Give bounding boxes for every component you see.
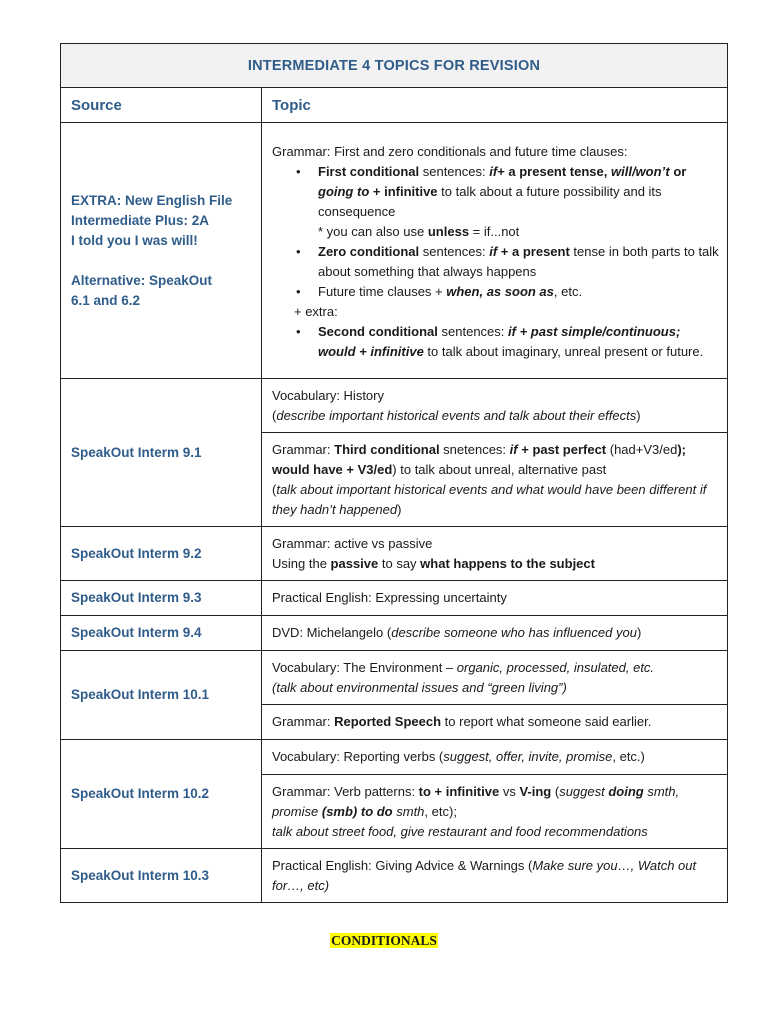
topic-cell: Vocabulary: The Environment – organic, processed, insulated, etc. (talk about environmental issues and “green living”) xyxy=(262,651,728,705)
table-row xyxy=(61,651,728,705)
table-row xyxy=(61,616,728,651)
unless-note: * you can also use unless = if...not xyxy=(318,223,520,239)
topic-cell xyxy=(262,123,728,379)
list-item: • First conditional sentences: if+ a present tense, will/won’t or going to + infinitive to talk about a future possibility and its consequence xyxy=(272,162,719,222)
table-row xyxy=(61,379,728,433)
source-cell: SpeakOut Interm 10.1 xyxy=(61,651,262,740)
topic-cell: Grammar: Reported Speech to report what someone said earlier. xyxy=(262,705,728,740)
conditionals-heading: CONDITIONALS xyxy=(331,933,437,948)
topic-cell: Practical English: Giving Advice & Warnings (Make sure you…, Watch out for…, etc) xyxy=(262,849,728,903)
extra-label: + extra: xyxy=(294,303,338,319)
table-row xyxy=(61,527,728,581)
source-cell: SpeakOut Interm 10.3 xyxy=(61,849,262,903)
source-cell: EXTRA: New English File Intermediate Plus: 2A I told you I was will! Alternative: SpeakOut 6.1 and 6.2 xyxy=(61,123,262,379)
topic-column-header: Topic xyxy=(262,88,728,123)
topic-cell: Practical English: Expressing uncertainty xyxy=(262,581,728,616)
topic-list xyxy=(272,162,719,222)
conditionals-heading-wrap xyxy=(0,932,768,950)
source-cell: SpeakOut Interm 9.2 xyxy=(61,527,262,581)
source-cell: SpeakOut Interm 9.3 xyxy=(61,581,262,616)
topic-cell: Vocabulary: History (describe important historical events and talk about their effects) xyxy=(262,379,728,433)
table-row xyxy=(61,581,728,616)
list-item: • Zero conditional sentences: if + a present tense in both parts to talk about something that always happens xyxy=(272,242,719,282)
source-cell: SpeakOut Interm 9.1 xyxy=(61,379,262,527)
table-title: INTERMEDIATE 4 TOPICS FOR REVISION xyxy=(61,44,728,88)
table-row xyxy=(61,123,728,379)
list-item: • Future time clauses + when, as soon as, etc. xyxy=(272,282,719,302)
topic-cell: DVD: Michelangelo (describe someone who has influenced you) xyxy=(262,616,728,651)
source-cell: SpeakOut Interm 9.4 xyxy=(61,616,262,651)
source-cell: SpeakOut Interm 10.2 xyxy=(61,740,262,849)
list-item: • Second conditional sentences: if + past simple/continuous; would + infinitive to talk about imaginary, unreal present or future. xyxy=(272,322,719,362)
table-row xyxy=(61,849,728,903)
topic-cell: Grammar: Verb patterns: to + infinitive vs V-ing (suggest doing smth, promise (smb) to do smth, etc); talk about street food, give restaurant and food recommendations xyxy=(262,775,728,849)
topic-cell: Grammar: active vs passive Using the passive to say what happens to the subject xyxy=(262,527,728,581)
topic-cell: Grammar: Third conditional snetences: if + past perfect (had+V3/ed); would have + V3/ed) to talk about unreal, alternative past (talk about important historical events and what would have been different if they hadn’t happened) xyxy=(262,433,728,527)
table-row xyxy=(61,740,728,775)
source-column-header: Source xyxy=(61,88,262,123)
topic-intro: Grammar: First and zero conditionals and future time clauses: xyxy=(272,143,628,159)
revision-table xyxy=(60,43,728,903)
topic-cell: Vocabulary: Reporting verbs (suggest, offer, invite, promise, etc.) xyxy=(262,740,728,775)
